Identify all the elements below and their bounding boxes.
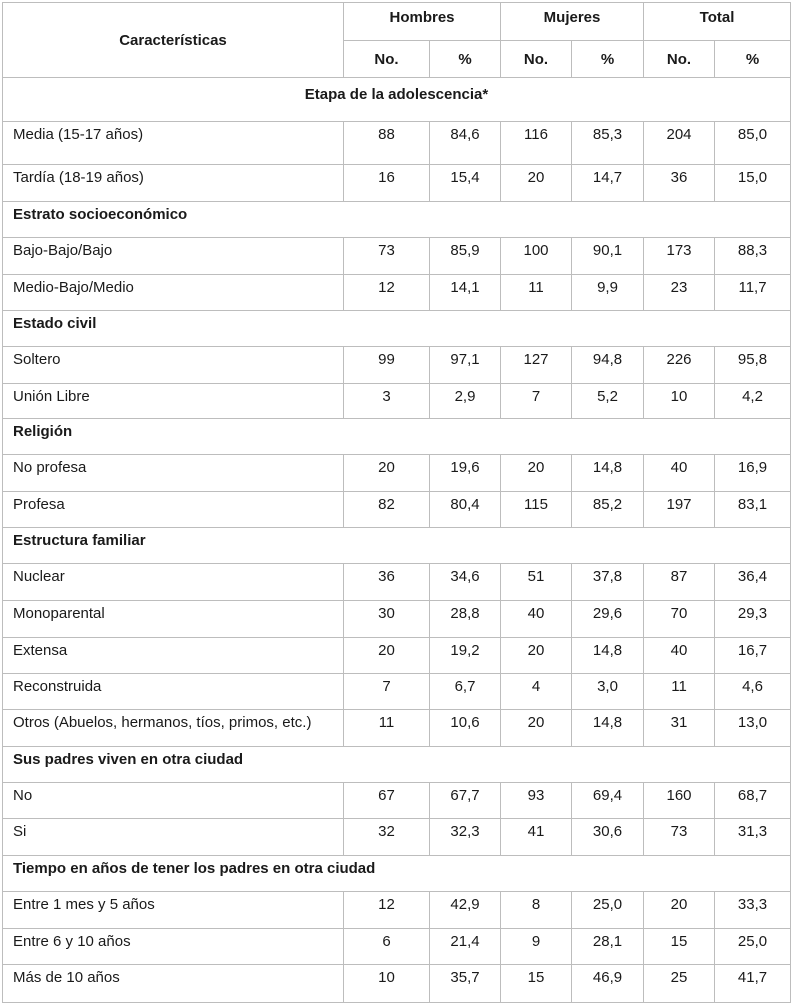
cell-value: 160 (644, 783, 715, 819)
cell-value: 40 (644, 638, 715, 674)
cell-value: 25 (644, 965, 715, 1003)
cell-value: 85,0 (715, 122, 791, 165)
data-table-container (2, 2, 791, 1003)
section-title: Etapa de la adolescencia* (3, 78, 791, 122)
header-group-total: Total (644, 3, 791, 41)
cell-value: 19,6 (430, 455, 501, 492)
cell-value: 20 (344, 638, 430, 674)
cell-value: 41 (501, 819, 572, 856)
cell-value: 6 (344, 929, 430, 965)
section-title: Estructura familiar (3, 528, 791, 564)
cell-value: 19,2 (430, 638, 501, 674)
table-row (3, 819, 791, 856)
cell-value: 14,8 (572, 638, 644, 674)
cell-value: 97,1 (430, 347, 501, 384)
cell-value: 127 (501, 347, 572, 384)
cell-value: 25,0 (715, 929, 791, 965)
cell-value: 21,4 (430, 929, 501, 965)
cell-value: 51 (501, 564, 572, 601)
row-label: Soltero (3, 347, 344, 384)
cell-value: 90,1 (572, 238, 644, 275)
section-title: Estrato socioeconómico (3, 202, 791, 238)
header-sub-label: No. (501, 41, 572, 78)
table-row (3, 638, 791, 674)
row-label: No profesa (3, 455, 344, 492)
cell-value: 14,7 (572, 165, 644, 202)
table-row (3, 492, 791, 528)
cell-value: 16,7 (715, 638, 791, 674)
header-group-hombres: Hombres (344, 3, 501, 41)
cell-value: 41,7 (715, 965, 791, 1003)
row-label: Reconstruida (3, 674, 344, 710)
cell-value: 20 (501, 165, 572, 202)
cell-value: 69,4 (572, 783, 644, 819)
table-row (3, 674, 791, 710)
cell-value: 4 (501, 674, 572, 710)
table-row (3, 165, 791, 202)
cell-value: 100 (501, 238, 572, 275)
cell-value: 197 (644, 492, 715, 528)
cell-value: 80,4 (430, 492, 501, 528)
table-row (3, 710, 791, 747)
cell-value: 33,3 (715, 892, 791, 929)
cell-value: 36 (344, 564, 430, 601)
cell-value: 40 (644, 455, 715, 492)
section-title: Tiempo en años de tener los padres en otra ciudad (3, 856, 791, 892)
cell-value: 11,7 (715, 275, 791, 311)
cell-value: 2,9 (430, 384, 501, 419)
cell-value: 29,3 (715, 601, 791, 638)
section-header-row (3, 747, 791, 783)
row-label: Profesa (3, 492, 344, 528)
header-sub-label: % (715, 41, 791, 78)
header-group-mujeres: Mujeres (501, 3, 644, 41)
cell-value: 16,9 (715, 455, 791, 492)
cell-value: 82 (344, 492, 430, 528)
table-row (3, 347, 791, 384)
table-row (3, 564, 791, 601)
cell-value: 14,1 (430, 275, 501, 311)
row-label: Más de 10 años (3, 965, 344, 1003)
cell-value: 73 (344, 238, 430, 275)
cell-value: 93 (501, 783, 572, 819)
characteristics-table (2, 2, 791, 1003)
cell-value: 20 (501, 710, 572, 747)
header-sub-label: % (572, 41, 644, 78)
row-label: Entre 1 mes y 5 años (3, 892, 344, 929)
section-header-row (3, 419, 791, 455)
cell-value: 9,9 (572, 275, 644, 311)
row-label: Si (3, 819, 344, 856)
cell-value: 70 (644, 601, 715, 638)
cell-value: 15 (644, 929, 715, 965)
cell-value: 11 (501, 275, 572, 311)
row-label: Extensa (3, 638, 344, 674)
table-row (3, 238, 791, 275)
cell-value: 30,6 (572, 819, 644, 856)
row-label: No (3, 783, 344, 819)
section-header-row (3, 856, 791, 892)
cell-value: 36,4 (715, 564, 791, 601)
table-row (3, 122, 791, 165)
cell-value: 12 (344, 275, 430, 311)
cell-value: 14,8 (572, 455, 644, 492)
row-label: Monoparental (3, 601, 344, 638)
section-title: Estado civil (3, 311, 791, 347)
cell-value: 83,1 (715, 492, 791, 528)
cell-value: 10 (644, 384, 715, 419)
table-row (3, 965, 791, 1003)
cell-value: 87 (644, 564, 715, 601)
cell-value: 35,7 (430, 965, 501, 1003)
cell-value: 99 (344, 347, 430, 384)
cell-value: 85,2 (572, 492, 644, 528)
table-row (3, 892, 791, 929)
section-header-row (3, 311, 791, 347)
row-label: Nuclear (3, 564, 344, 601)
cell-value: 13,0 (715, 710, 791, 747)
cell-value: 67,7 (430, 783, 501, 819)
cell-value: 31 (644, 710, 715, 747)
row-label: Bajo-Bajo/Bajo (3, 238, 344, 275)
cell-value: 3,0 (572, 674, 644, 710)
cell-value: 30 (344, 601, 430, 638)
cell-value: 88 (344, 122, 430, 165)
header-sub-label: No. (344, 41, 430, 78)
cell-value: 32,3 (430, 819, 501, 856)
cell-value: 5,2 (572, 384, 644, 419)
cell-value: 68,7 (715, 783, 791, 819)
cell-value: 116 (501, 122, 572, 165)
section-header-row (3, 78, 791, 122)
header-sub-label: No. (644, 41, 715, 78)
cell-value: 4,6 (715, 674, 791, 710)
cell-value: 37,8 (572, 564, 644, 601)
cell-value: 85,3 (572, 122, 644, 165)
cell-value: 10,6 (430, 710, 501, 747)
cell-value: 32 (344, 819, 430, 856)
section-title: Sus padres viven en otra ciudad (3, 747, 791, 783)
cell-value: 23 (644, 275, 715, 311)
table-row (3, 929, 791, 965)
cell-value: 173 (644, 238, 715, 275)
cell-value: 29,6 (572, 601, 644, 638)
section-header-row (3, 528, 791, 564)
section-header-row (3, 202, 791, 238)
cell-value: 15,0 (715, 165, 791, 202)
cell-value: 20 (344, 455, 430, 492)
cell-value: 10 (344, 965, 430, 1003)
cell-value: 94,8 (572, 347, 644, 384)
row-label: Entre 6 y 10 años (3, 929, 344, 965)
cell-value: 85,9 (430, 238, 501, 275)
row-label: Unión Libre (3, 384, 344, 419)
cell-value: 4,2 (715, 384, 791, 419)
cell-value: 84,6 (430, 122, 501, 165)
cell-value: 28,8 (430, 601, 501, 638)
cell-value: 11 (644, 674, 715, 710)
table-row (3, 783, 791, 819)
cell-value: 40 (501, 601, 572, 638)
cell-value: 3 (344, 384, 430, 419)
cell-value: 20 (501, 455, 572, 492)
cell-value: 9 (501, 929, 572, 965)
table-row (3, 275, 791, 311)
row-label: Media (15-17 años) (3, 122, 344, 165)
cell-value: 6,7 (430, 674, 501, 710)
cell-value: 25,0 (572, 892, 644, 929)
cell-value: 31,3 (715, 819, 791, 856)
row-label: Otros (Abuelos, hermanos, tíos, primos, etc.) (3, 710, 344, 747)
cell-value: 8 (501, 892, 572, 929)
row-label: Medio-Bajo/Medio (3, 275, 344, 311)
header-characteristics: Características (3, 3, 344, 78)
cell-value: 95,8 (715, 347, 791, 384)
cell-value: 88,3 (715, 238, 791, 275)
cell-value: 7 (344, 674, 430, 710)
cell-value: 115 (501, 492, 572, 528)
cell-value: 20 (644, 892, 715, 929)
cell-value: 16 (344, 165, 430, 202)
header-row-groups (3, 3, 791, 41)
section-title: Religión (3, 419, 791, 455)
cell-value: 73 (644, 819, 715, 856)
cell-value: 28,1 (572, 929, 644, 965)
cell-value: 15 (501, 965, 572, 1003)
cell-value: 226 (644, 347, 715, 384)
cell-value: 36 (644, 165, 715, 202)
cell-value: 15,4 (430, 165, 501, 202)
cell-value: 34,6 (430, 564, 501, 601)
cell-value: 67 (344, 783, 430, 819)
cell-value: 20 (501, 638, 572, 674)
table-row (3, 455, 791, 492)
row-label: Tardía (18-19 años) (3, 165, 344, 202)
cell-value: 12 (344, 892, 430, 929)
cell-value: 42,9 (430, 892, 501, 929)
table-row (3, 384, 791, 419)
header-sub-label: % (430, 41, 501, 78)
cell-value: 14,8 (572, 710, 644, 747)
cell-value: 204 (644, 122, 715, 165)
cell-value: 7 (501, 384, 572, 419)
cell-value: 11 (344, 710, 430, 747)
table-row (3, 601, 791, 638)
cell-value: 46,9 (572, 965, 644, 1003)
